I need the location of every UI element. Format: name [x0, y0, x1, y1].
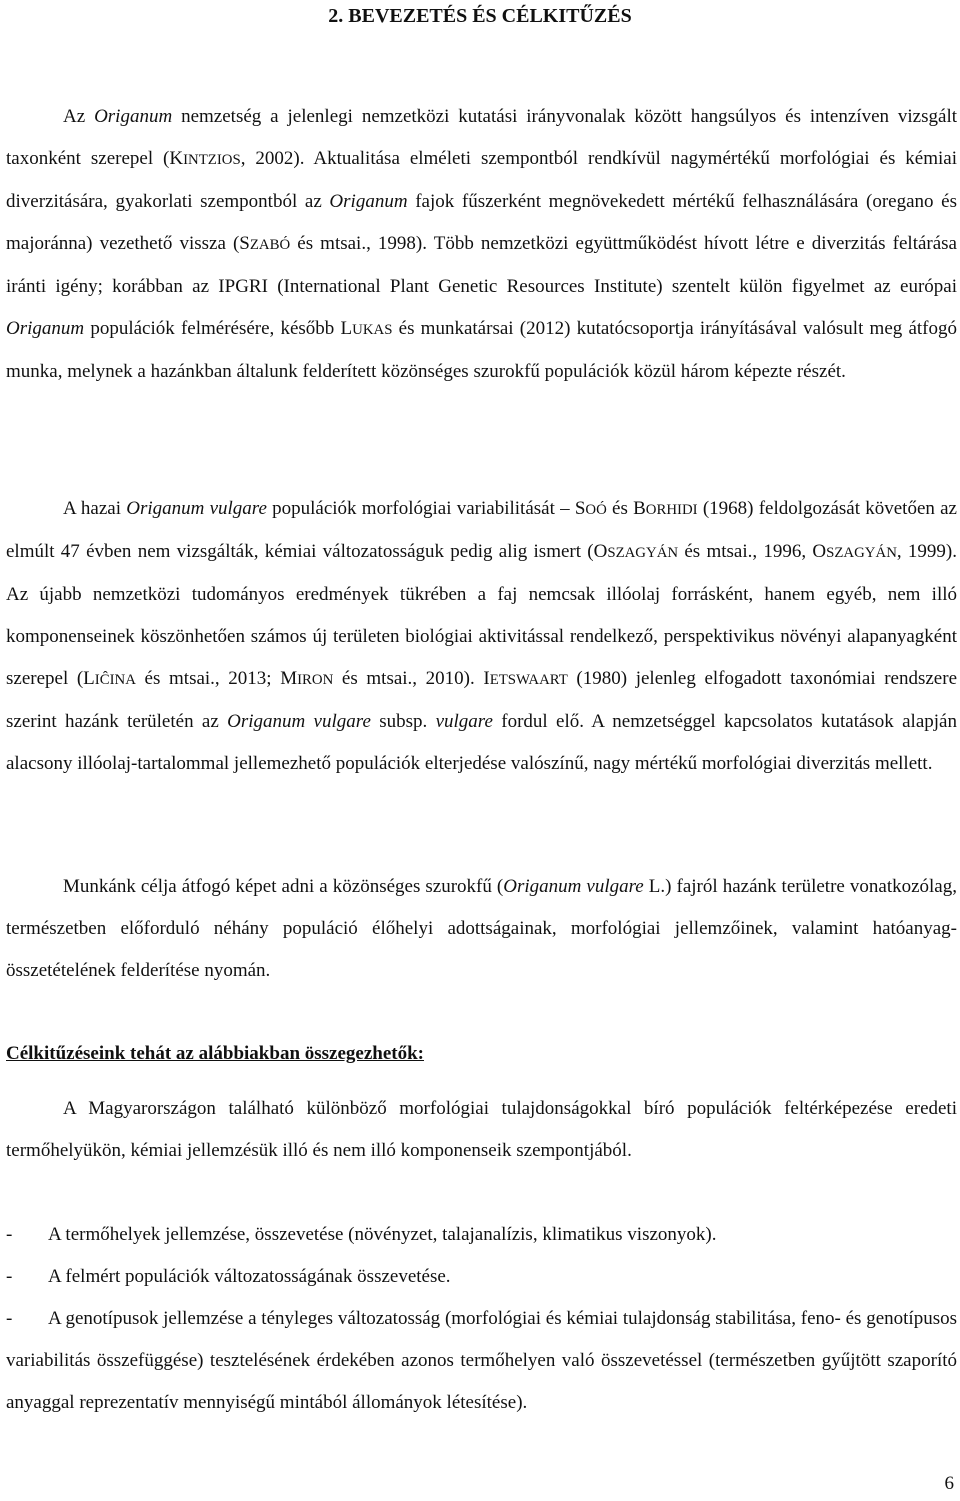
text-run: , 1999). Az újabb nemzetközi tudományos eredmények tükrében a faj nemcsak illóolaj forrásként, hanem egyéb, nem illó komponenseinek köszönhetően számos új területen biológiai aktivitással rendelkező, perspektivikus növényi alapanyagként szerepel (L — [6, 541, 957, 689]
background-paragraph — [6, 488, 957, 785]
text-run: és mtsai., 1998). Több nemzetközi együttműködést hívott létre e diverzitás feltárása iránti igény; korábban az IPGRI (International Plant Genetic Resources Institute) szentelt külön figyelmet az európai — [6, 233, 957, 297]
objective-bullet — [6, 1214, 957, 1256]
objective-bullet — [6, 1256, 957, 1298]
text-run: populációk felmérésére, később L — [84, 318, 353, 339]
author-smallcaps: IRON — [297, 672, 334, 688]
text-run: A hazai — [63, 498, 127, 519]
objectives-subtitle: Célkitűzéseink tehát az alábbiakban összegezhetők: — [6, 1043, 424, 1064]
bullet-text: A termőhelyek jellemzése, összevetése (növényzet, talajanalízis, klimatikus viszonyok). — [48, 1224, 717, 1245]
bullet-dash: - — [6, 1224, 13, 1245]
page-number: 6 — [944, 1473, 954, 1494]
text-run: subsp. — [370, 711, 436, 732]
text-run: , 2002). Aktualitása elméleti szempontból rendkívül nagymértékű morfológiai és kémiai diverzitására, gyakorlati szempontból az — [6, 148, 957, 212]
author-smallcaps: UKAS — [352, 322, 393, 338]
italic-taxon: vulgare — [435, 711, 493, 732]
text-run: (1968) feldolgozását követően az elmúlt 47 évben nem vizsgálták, kémiai változatosságuk pedig alig ismert (O — [6, 498, 957, 562]
italic-taxon: Origanum — [329, 191, 408, 212]
bullet-dash: - — [6, 1266, 13, 1287]
text-run: (1980) jelenleg elfogadott taxonómiai rendszere szerint hazánk területén az — [6, 668, 957, 732]
text-run: L.) fajról hazánk területre vonatkozólag, természetben előforduló néhány populáció élőhelyi adottságainak, morfológiai jellemzőinek, valamint hatóanyag-összetételének felderítése nyomán. — [6, 876, 957, 981]
text-run: és munkatársai (2012) kutatócsoportja irányításával valósult meg átfogó munka, melynek a hazánkban általunk felderített közönséges szurokfű populációk közül három képezte részét. — [6, 318, 957, 382]
author-smallcaps: SZAGYÁN — [826, 545, 897, 561]
section-heading: 2. BEVEZETÉS ÉS CÉLKITŰZÉS — [328, 5, 632, 27]
text-run: és mtsai., 1996, O — [678, 541, 827, 562]
text-run: populációk morfológiai variabilitását – S — [266, 498, 586, 519]
author-smallcaps: INTZIOS — [183, 152, 241, 168]
text-run: fordul elő. A nemzetséggel kapcsolatos kutatások alapján alacsony illóolaj-tartalommal jellemezhető populációk elterjedése valószínű, nagy mértékű morfológiai diverzitás mellett. — [6, 711, 957, 774]
author-smallcaps: ZABÓ — [249, 237, 291, 253]
text-run: és B — [606, 498, 646, 519]
text-run: Munkánk célja átfogó képet adni a közönséges szurokfű ( — [63, 876, 504, 897]
aim-paragraph — [6, 866, 957, 992]
italic-taxon: Origanum vulgare — [503, 876, 644, 897]
intro-paragraph — [6, 96, 957, 393]
bullet-text: A genotípusok jellemzése a tényleges változatosság (morfológiai és kémiai tulajdonság stabilitása, feno- és genotípusos variabilitás összefüggése) tesztelésének érdekében azonos termőhelyen való összevetéssel (természetben gyűjtött szaporító anyaggal reprezentatív mennyiségű mintából állományok létesítése). — [6, 1308, 957, 1413]
author-smallcaps: OÓ — [585, 502, 607, 518]
author-smallcaps: IĈINA — [94, 672, 136, 688]
bullet-text: A felmért populációk változatosságának összevetése. — [48, 1266, 451, 1287]
bullet-dash: - — [6, 1308, 13, 1329]
text-run: fajok fűszerként megnövekedett mértékű felhasználására (oregano és majoránna) vezethető vissza (S — [6, 191, 957, 254]
text-run: és mtsai., 2010). I — [333, 668, 490, 689]
italic-taxon: Origanum vulgare — [126, 498, 267, 519]
italic-taxon: Origanum — [6, 318, 85, 339]
text-run: és mtsai., 2013; M — [135, 668, 298, 689]
text-run: nemzetség a jelenlegi nemzetközi kutatási irányvonalak között hangsúlyos és intenzíven vizsgált taxonként szerepel (K — [6, 106, 958, 169]
italic-taxon: Origanum vulgare — [227, 711, 371, 732]
author-smallcaps: ETSWAART — [489, 672, 568, 688]
objectives-paragraph: A Magyarországon található különböző morfológiai tulajdonságokkal bíró populációk feltérképezése eredeti termőhelyükön, kémiai jellemzésük illó és nem illó komponenseik szempontjából. — [6, 1098, 957, 1161]
author-smallcaps: ORHIDI — [645, 502, 698, 518]
text-run: Az — [63, 106, 95, 127]
objective-bullet — [6, 1298, 957, 1424]
italic-taxon: Origanum — [94, 106, 173, 127]
author-smallcaps: SZAGYÁN — [607, 545, 679, 561]
